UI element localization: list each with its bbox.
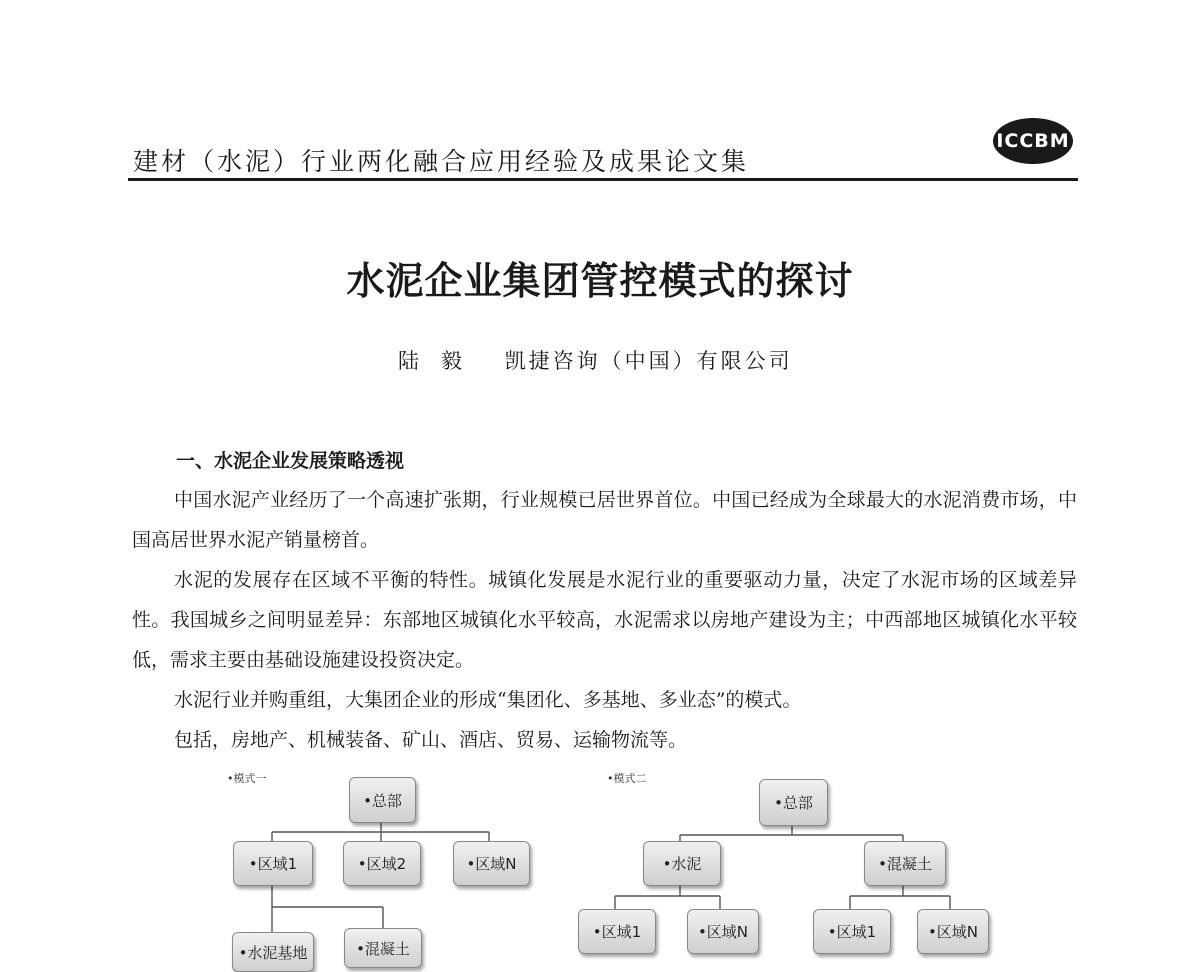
org-node-region: •区域2 (343, 841, 421, 886)
diagram-label-mode1: •模式一 (227, 772, 267, 785)
author-name: 陆毅 (398, 349, 484, 373)
org-node-region: •区域1 (578, 909, 656, 954)
paragraph: 包括，房地产、机械装备、矿山、酒店、贸易、运输物流等。 (174, 729, 688, 751)
org-node-concrete: •混凝土 (864, 841, 946, 886)
org-node-region: •区域N (687, 909, 759, 954)
org-node-region: •区域N (453, 841, 530, 886)
iccbm-logo: ICCBM (993, 118, 1073, 164)
author-organization: 凯捷咨询（中国）有限公司 (504, 349, 793, 373)
org-node-cement-base: •水泥基地 (232, 932, 314, 972)
org-node-concrete: •混凝土 (344, 928, 422, 968)
org-node-region: •区域1 (813, 909, 891, 954)
paragraph: 中国水泥产业经历了一个高速扩张期，行业规模已居世界首位。中国已经成为全球最大的水泥消费市场，中国高居世界水泥产销量榜首。 (132, 489, 1077, 551)
org-node-region: •区域1 (233, 841, 313, 886)
paragraph: 水泥的发展存在区域不平衡的特性。城镇化发展是水泥行业的重要驱动力量，决定了水泥市场的区域差异性。我国城乡之间明显差异：东部地区城镇化水平较高，水泥需求以房地产建设为主；中西部地区城镇化水平较低，需求主要由基础设施建设投资决定。 (132, 569, 1077, 671)
journal-title: 建材（水泥）行业两化融合应用经验及成果论文集 (133, 147, 750, 176)
paragraph: 水泥行业并购重组，大集团企业的形成“集团化、多基地、多业态”的模式。 (174, 689, 802, 711)
paper-title: 水泥企业集团管控模式的探讨 (346, 258, 854, 303)
org-node-cement: •水泥 (643, 841, 721, 886)
org-node-headquarters: •总部 (759, 779, 828, 826)
diagram-label-mode2: •模式二 (607, 772, 647, 785)
section-heading: 一、水泥企业发展策略透视 (176, 450, 405, 472)
org-node-headquarters: •总部 (349, 777, 416, 823)
org-node-region: •区域N (917, 909, 989, 954)
